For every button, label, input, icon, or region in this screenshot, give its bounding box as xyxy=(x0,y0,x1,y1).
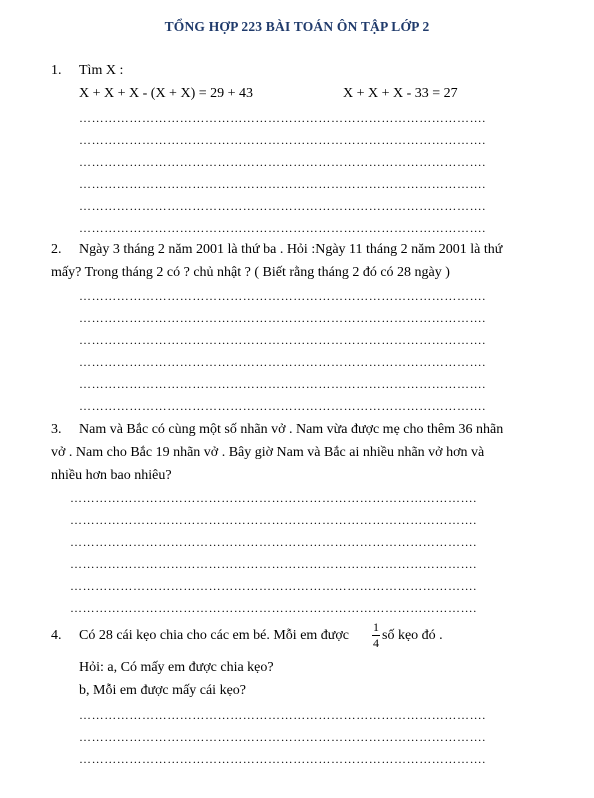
problem-4-question-a: Hỏi: a, Có mấy em được chia kẹo? xyxy=(79,660,274,675)
problem-4-text-before: Có 28 cái kẹo chia cho các em bé. Mỗi em được xyxy=(79,628,350,643)
answer-line: ……………………………………………………………………………………. xyxy=(79,200,486,212)
answer-line: ……………………………………………………………………………………. xyxy=(70,536,477,548)
answer-line: ……………………………………………………………………………………. xyxy=(79,290,486,302)
fraction-numerator: 1 xyxy=(373,620,379,634)
problem-4-question-b: b, Mỗi em được mấy cái kẹo? xyxy=(79,683,246,698)
answer-line: ……………………………………………………………………………………. xyxy=(79,134,486,146)
answer-line: ……………………………………………………………………………………. xyxy=(79,156,486,168)
problem-3-line-2: vở . Nam cho Bắc 19 nhãn vở . Bây giờ Nam và Bắc ai nhiều nhãn vở hơn và xyxy=(51,445,485,460)
answer-line: ……………………………………………………………………………………. xyxy=(70,514,477,526)
problem-1-equation-right: X + X + X - 33 = 27 xyxy=(343,86,458,101)
answer-line: ……………………………………………………………………………………. xyxy=(79,112,486,124)
answer-line: ……………………………………………………………………………………. xyxy=(79,709,486,721)
answer-line: ……………………………………………………………………………………. xyxy=(70,602,477,614)
answer-line: ……………………………………………………………………………………. xyxy=(79,222,486,234)
problem-3-line-3: nhiều hơn bao nhiêu? xyxy=(51,468,172,483)
answer-line: ……………………………………………………………………………………. xyxy=(79,400,486,412)
answer-line: ……………………………………………………………………………………. xyxy=(70,580,477,592)
fraction-one-fourth xyxy=(372,621,380,650)
problem-3-line-1: Nam và Bắc có cùng một số nhãn vở . Nam vừa được mẹ cho thêm 36 nhãn xyxy=(79,422,504,437)
problem-1-equation-left: X + X + X - (X + X) = 29 + 43 xyxy=(79,86,254,101)
answer-line: ……………………………………………………………………………………. xyxy=(79,753,486,765)
page-title: TỔNG HỢP 223 BÀI TOÁN ÔN TẬP LỚP 2 xyxy=(164,19,430,34)
answer-line: ……………………………………………………………………………………. xyxy=(79,178,486,190)
problem-3-number: 3. xyxy=(51,422,62,437)
problem-4-text-after: số kẹo đó . xyxy=(382,628,443,643)
answer-line: ……………………………………………………………………………………. xyxy=(70,492,477,504)
problem-2-number: 2. xyxy=(51,242,62,257)
answer-line: ……………………………………………………………………………………. xyxy=(79,312,486,324)
answer-line: ……………………………………………………………………………………. xyxy=(79,334,486,346)
answer-line: ……………………………………………………………………………………. xyxy=(79,731,486,743)
problem-4-number: 4. xyxy=(51,628,62,643)
answer-line: ……………………………………………………………………………………. xyxy=(79,356,486,368)
answer-line: ……………………………………………………………………………………. xyxy=(79,378,486,390)
problem-2-line-1: Ngày 3 tháng 2 năm 2001 là thứ ba . Hỏi :Ngày 11 tháng 2 năm 2001 là thứ xyxy=(79,242,503,257)
fraction-denominator: 4 xyxy=(373,636,379,650)
problem-1-number: 1. xyxy=(51,63,62,78)
answer-line: ……………………………………………………………………………………. xyxy=(70,558,477,570)
problem-2-line-2: mấy? Trong tháng 2 có ? chủ nhật ? ( Biết rằng tháng 2 đó có 28 ngày ) xyxy=(51,265,450,280)
problem-1-prompt: Tìm X : xyxy=(79,63,124,78)
